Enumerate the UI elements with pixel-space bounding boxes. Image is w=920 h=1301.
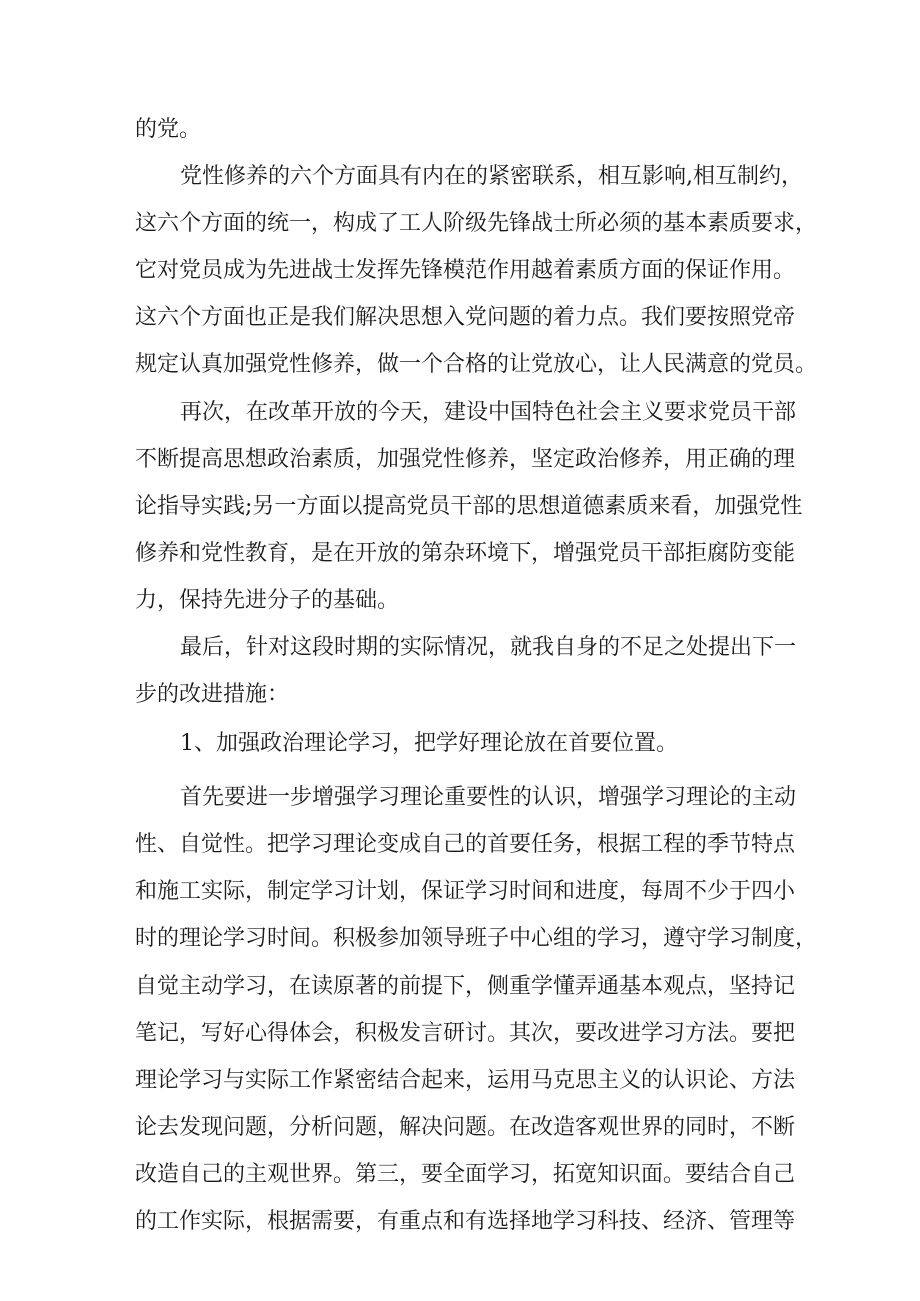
paragraph-first-line: 党性修养的六个方面具有内在的紧密联系，相互影响,相互制约， (180, 164, 803, 189)
text-line: 性、自觉性。把学习理论变成自己的首要任务，根据工程的季节特点 (135, 832, 796, 857)
text-line: 和施工实际，制定学习计划，保证学习时间和进度，每周不少于四小 (135, 879, 796, 904)
paragraph-first-line: 首先要进一步增强学习理论重要性的认识，增强学习理论的主动 (180, 785, 797, 810)
text-line: 不断提高思想政治素质，加强党性修养，坚定政治修养，用正确的理 (135, 447, 796, 472)
text-line: 的工作实际，根据需要，有重点和有选择地学习科技、经济、管理等 (135, 1209, 796, 1234)
text-line: 自觉主动学习，在读原著的前提下，侧重学懂弄通基本观点，坚持记 (135, 974, 796, 999)
text-line: 它对党员成为先进战士发挥先锋模范作用越着素质方面的保证作用。 (135, 258, 796, 283)
text-line: 时的理论学习时间。积极参加领导班子中心组的学习，遵守学习制度， (135, 926, 818, 951)
paragraph-first-line: 再次，在改革开放的今天，建设中国特色社会主义要求党员干部 (180, 400, 797, 425)
text-line: 理论学习与实际工作紧密结合起来，运用马克思主义的认识论、方法 (135, 1068, 796, 1093)
text-line: 改造自己的主观世界。第三，要全面学习，拓宽知识面。要结合自己 (135, 1162, 796, 1187)
text-line: 步的改进措施： (135, 682, 290, 707)
text-line: 论指导实践;另一方面以提高党员干部的思想道德素质来看，加强党性 (135, 494, 803, 519)
text-line: 这六个方面也正是我们解决思想入党问题的着力点。我们要按照党帝 (135, 305, 796, 330)
section-heading: 1、加强政治理论学习，把学好理论放在首要位置。 (180, 731, 678, 756)
text-line: 修养和党性教育，是在开放的第杂环境下，增强党员干部拒腐防变能 (135, 541, 796, 566)
text-line: 这六个方面的统一，构成了工人阶级先锋战士所必须的基本素质要求， (135, 211, 818, 236)
text-line: 规定认真加强党性修养，做一个合格的让党放心，让人民满意的党员。 (135, 352, 818, 377)
text-line: 力，保持先进分子的基础。 (135, 588, 400, 613)
text-line: 的党。 (135, 117, 202, 142)
text-line: 笔记，写好心得体会，积极发言研讨。其次，要改进学习方法。要把 (135, 1021, 796, 1046)
text-line: 论去发现问题，分析问题，解决问题。在改造客观世界的同时，不断 (135, 1115, 796, 1140)
paragraph-first-line: 最后，针对这段时期的实际情况，就我自身的不足之处提出下一 (180, 635, 797, 660)
